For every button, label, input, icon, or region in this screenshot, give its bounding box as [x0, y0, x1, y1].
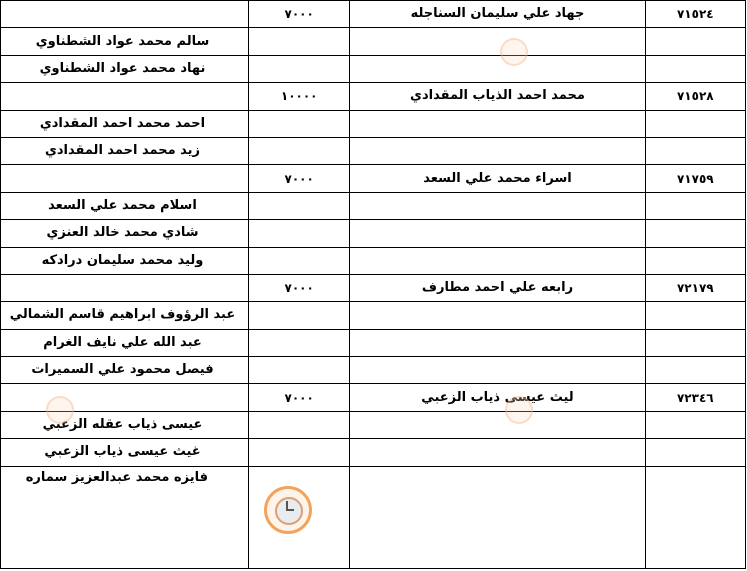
- empty-cell: [645, 28, 745, 55]
- beneficiary-cell-empty: [1, 1, 249, 28]
- amount-cell: ٧٠٠٠: [248, 274, 349, 301]
- empty-cell: [645, 329, 745, 356]
- empty-cell: [645, 439, 745, 466]
- empty-cell: [350, 110, 645, 137]
- empty-cell: [248, 55, 349, 82]
- table-row: [1, 439, 746, 466]
- table-row: [1, 55, 746, 82]
- table-row: [1, 411, 746, 438]
- beneficiary-name-cell: اسلام محمد علي السعد: [1, 192, 249, 219]
- beneficiary-cell-empty: [1, 274, 249, 301]
- amount-cell: ٧٠٠٠: [248, 165, 349, 192]
- empty-cell: [645, 247, 745, 274]
- applicant-name-cell: جهاد علي سليمان السناجله: [350, 1, 645, 28]
- empty-cell: [645, 55, 745, 82]
- table-row: [1, 220, 746, 247]
- empty-cell: [350, 439, 645, 466]
- beneficiary-name-cell: نهاد محمد عواد الشطناوي: [1, 55, 249, 82]
- empty-cell: [350, 357, 645, 384]
- table-row: [1, 384, 746, 411]
- beneficiary-name-cell: عيسى ذياب عقله الزعبي: [1, 411, 249, 438]
- beneficiary-name-cell: عبد الله علي نايف الغرام: [1, 329, 249, 356]
- empty-cell: [248, 329, 349, 356]
- beneficiary-name-cell: زيد محمد احمد المقدادي: [1, 137, 249, 164]
- empty-cell: [645, 466, 745, 568]
- empty-cell: [645, 411, 745, 438]
- table-row: [1, 357, 746, 384]
- amount-cell: ٧٠٠٠: [248, 384, 349, 411]
- table-row: [1, 247, 746, 274]
- table-row: [1, 137, 746, 164]
- empty-cell: [350, 247, 645, 274]
- clock-seal-icon: [264, 486, 312, 534]
- empty-cell: [350, 28, 645, 55]
- applicant-name-cell: محمد احمد الذياب المقدادي: [350, 83, 645, 110]
- beneficiary-name-cell: غيث عيسى ذياب الزعبي: [1, 439, 249, 466]
- beneficiary-name-cell: شادي محمد خالد العنزي: [1, 220, 249, 247]
- empty-cell: [248, 110, 349, 137]
- empty-cell: [645, 357, 745, 384]
- empty-cell: [248, 302, 349, 329]
- beneficiary-cell-empty: [1, 83, 249, 110]
- table-body: [1, 1, 746, 569]
- beneficiary-cell-empty: [1, 384, 249, 411]
- empty-cell: [248, 357, 349, 384]
- table-row: [1, 274, 746, 301]
- empty-cell: [248, 28, 349, 55]
- applicant-name-cell: اسراء محمد علي السعد: [350, 165, 645, 192]
- empty-cell: [645, 192, 745, 219]
- record-id-cell: ٧١٧٥٩: [645, 165, 745, 192]
- empty-cell: [645, 137, 745, 164]
- applicant-name-cell: رابعه علي احمد مطارف: [350, 274, 645, 301]
- empty-cell: [350, 55, 645, 82]
- table-row: [1, 329, 746, 356]
- empty-cell: [350, 192, 645, 219]
- table-row: [1, 110, 746, 137]
- empty-cell: [350, 137, 645, 164]
- beneficiary-cell-empty: [1, 165, 249, 192]
- table-row: [1, 165, 746, 192]
- empty-cell: [350, 329, 645, 356]
- record-id-cell: ٧٢١٧٩: [645, 274, 745, 301]
- empty-cell: [248, 137, 349, 164]
- beneficiary-name-cell: فيصل محمود علي السميرات: [1, 357, 249, 384]
- table-row: [1, 28, 746, 55]
- amount-cell: ٧٠٠٠: [248, 1, 349, 28]
- beneficiary-name-cell: عبد الرؤوف ابراهيم قاسم الشمالي: [1, 302, 249, 329]
- beneficiary-name-cell: سالم محمد عواد الشطناوي: [1, 28, 249, 55]
- table-row: [1, 83, 746, 110]
- record-id-cell: ٧١٥٢٨: [645, 83, 745, 110]
- record-id-cell: ٧١٥٢٤: [645, 1, 745, 28]
- empty-cell: [350, 466, 645, 568]
- table-row: [1, 466, 746, 568]
- watermark-seal: [46, 396, 74, 424]
- empty-cell: [350, 411, 645, 438]
- table-row: [1, 1, 746, 28]
- empty-cell: [645, 110, 745, 137]
- watermark-seal: [505, 396, 533, 424]
- beneficiary-name-cell: فايزه محمد عبدالعزيز سماره: [1, 466, 249, 568]
- table-row: [1, 192, 746, 219]
- watermark-seal: [500, 38, 528, 66]
- empty-cell: [645, 220, 745, 247]
- empty-cell: [248, 411, 349, 438]
- record-id-cell: ٧٢٣٤٦: [645, 384, 745, 411]
- empty-cell: [350, 220, 645, 247]
- empty-cell: [248, 439, 349, 466]
- beneficiary-name-cell: وليد محمد سليمان درادكه: [1, 247, 249, 274]
- empty-cell: [248, 247, 349, 274]
- applicant-name-cell: ليث عيسى ذياب الزعبي: [350, 384, 645, 411]
- empty-cell: [248, 192, 349, 219]
- amount-cell: ١٠٠٠٠: [248, 83, 349, 110]
- empty-cell: [645, 302, 745, 329]
- table-row: [1, 302, 746, 329]
- beneficiary-name-cell: احمد محمد احمد المقدادي: [1, 110, 249, 137]
- empty-cell: [248, 220, 349, 247]
- empty-cell: [350, 302, 645, 329]
